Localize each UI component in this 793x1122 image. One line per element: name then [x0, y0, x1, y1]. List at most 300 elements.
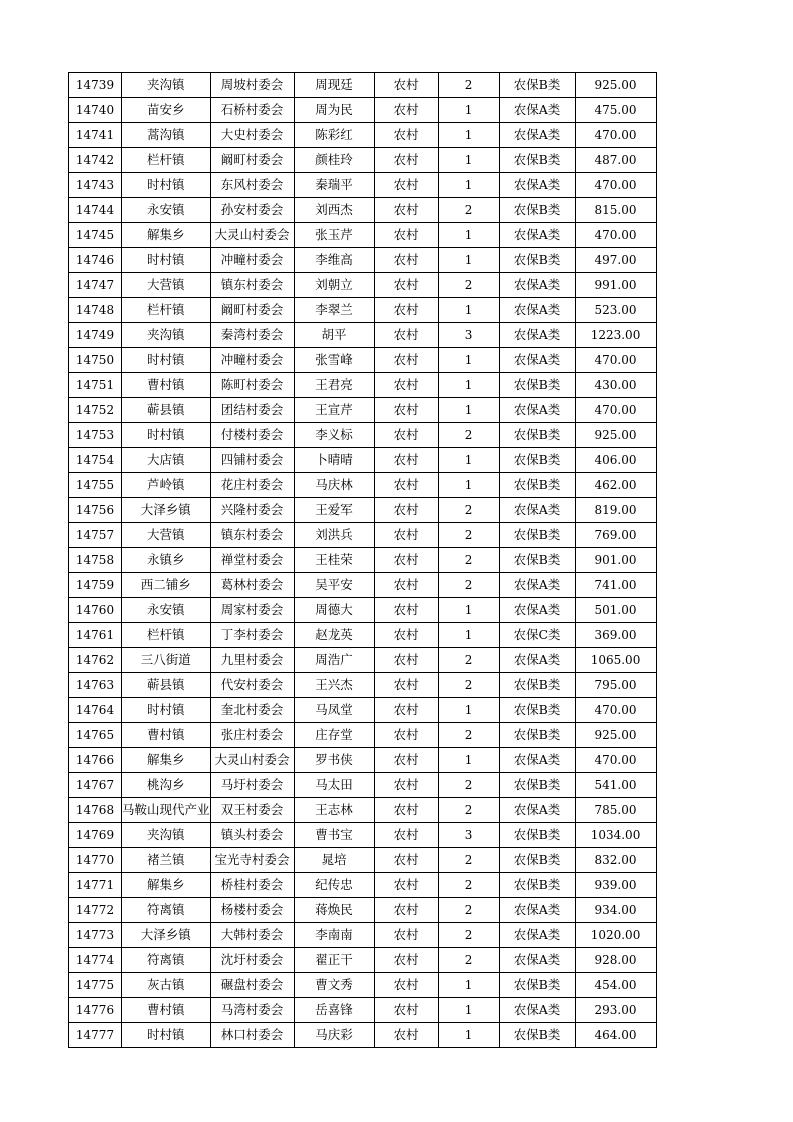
- town-cell: 马鞍山现代产业: [122, 798, 211, 823]
- amount-cell: 464.00: [575, 1023, 656, 1048]
- member-count-cell: 1: [438, 623, 499, 648]
- member-count-cell: 1: [438, 123, 499, 148]
- person-name-cell: 卜晴晴: [294, 448, 374, 473]
- person-name-cell: 刘洪兵: [294, 523, 374, 548]
- insurance-category-cell: 农保C类: [499, 623, 575, 648]
- person-name-cell: 纪传忠: [294, 873, 374, 898]
- amount-cell: 991.00: [575, 273, 656, 298]
- insurance-category-cell: 农保A类: [499, 398, 575, 423]
- table-row: [69, 748, 657, 773]
- member-count-cell: 2: [438, 548, 499, 573]
- village-committee-cell: 付楼村委会: [210, 423, 294, 448]
- table-row: [69, 123, 657, 148]
- table-row: [69, 723, 657, 748]
- member-count-cell: 2: [438, 573, 499, 598]
- area-type-cell: 农村: [374, 523, 438, 548]
- insurance-category-cell: 农保A类: [499, 173, 575, 198]
- person-name-cell: 曹书宝: [294, 823, 374, 848]
- insurance-category-cell: 农保B类: [499, 523, 575, 548]
- member-count-cell: 1: [438, 998, 499, 1023]
- record-id-cell: 14756: [69, 498, 122, 523]
- amount-cell: 454.00: [575, 973, 656, 998]
- amount-cell: 939.00: [575, 873, 656, 898]
- amount-cell: 934.00: [575, 898, 656, 923]
- person-name-cell: 吴平安: [294, 573, 374, 598]
- town-cell: 芦岭镇: [122, 473, 211, 498]
- member-count-cell: 1: [438, 348, 499, 373]
- village-committee-cell: 大史村委会: [210, 123, 294, 148]
- village-committee-cell: 镇东村委会: [210, 273, 294, 298]
- town-cell: 解集乡: [122, 748, 211, 773]
- village-committee-cell: 双王村委会: [210, 798, 294, 823]
- table-row: [69, 373, 657, 398]
- area-type-cell: 农村: [374, 873, 438, 898]
- insurance-category-cell: 农保A类: [499, 323, 575, 348]
- town-cell: 曹村镇: [122, 723, 211, 748]
- record-id-cell: 14748: [69, 298, 122, 323]
- village-committee-cell: 桥桂村委会: [210, 873, 294, 898]
- record-id-cell: 14759: [69, 573, 122, 598]
- town-cell: 时村镇: [122, 423, 211, 448]
- insurance-category-cell: 农保B类: [499, 823, 575, 848]
- area-type-cell: 农村: [374, 823, 438, 848]
- town-cell: 蒿沟镇: [122, 123, 211, 148]
- town-cell: 解集乡: [122, 873, 211, 898]
- person-name-cell: 曹文秀: [294, 973, 374, 998]
- table-row: [69, 98, 657, 123]
- town-cell: 时村镇: [122, 348, 211, 373]
- record-id-cell: 14776: [69, 998, 122, 1023]
- town-cell: 大营镇: [122, 273, 211, 298]
- town-cell: 大泽乡镇: [122, 923, 211, 948]
- area-type-cell: 农村: [374, 223, 438, 248]
- area-type-cell: 农村: [374, 898, 438, 923]
- amount-cell: 1034.00: [575, 823, 656, 848]
- amount-cell: 925.00: [575, 423, 656, 448]
- member-count-cell: 1: [438, 1023, 499, 1048]
- village-committee-cell: 花庄村委会: [210, 473, 294, 498]
- village-committee-cell: 东风村委会: [210, 173, 294, 198]
- person-name-cell: 王志林: [294, 798, 374, 823]
- insurance-category-cell: 农保A类: [499, 98, 575, 123]
- insurance-category-cell: 农保A类: [499, 223, 575, 248]
- village-committee-cell: 孙安村委会: [210, 198, 294, 223]
- record-id-cell: 14772: [69, 898, 122, 923]
- record-id-cell: 14747: [69, 273, 122, 298]
- village-committee-cell: 杨楼村委会: [210, 898, 294, 923]
- area-type-cell: 农村: [374, 198, 438, 223]
- record-id-cell: 14740: [69, 98, 122, 123]
- insurance-category-cell: 农保B类: [499, 873, 575, 898]
- table-row: [69, 323, 657, 348]
- insurance-category-cell: 农保A类: [499, 273, 575, 298]
- person-name-cell: 蒋焕民: [294, 898, 374, 923]
- area-type-cell: 农村: [374, 348, 438, 373]
- village-committee-cell: 丁李村委会: [210, 623, 294, 648]
- table-row: [69, 973, 657, 998]
- member-count-cell: 3: [438, 823, 499, 848]
- area-type-cell: 农村: [374, 248, 438, 273]
- table-row: [69, 273, 657, 298]
- person-name-cell: 周浩广: [294, 648, 374, 673]
- area-type-cell: 农村: [374, 948, 438, 973]
- table-row: [69, 348, 657, 373]
- member-count-cell: 1: [438, 248, 499, 273]
- insurance-category-cell: 农保B类: [499, 373, 575, 398]
- table-row: [69, 148, 657, 173]
- amount-cell: 523.00: [575, 298, 656, 323]
- person-name-cell: 马太田: [294, 773, 374, 798]
- insurance-category-cell: 农保B类: [499, 148, 575, 173]
- town-cell: 符离镇: [122, 898, 211, 923]
- person-name-cell: 刘朝立: [294, 273, 374, 298]
- table-row: [69, 698, 657, 723]
- amount-cell: 1065.00: [575, 648, 656, 673]
- table-row: [69, 773, 657, 798]
- record-id-cell: 14742: [69, 148, 122, 173]
- table-row: [69, 473, 657, 498]
- amount-cell: 369.00: [575, 623, 656, 648]
- town-cell: 灰古镇: [122, 973, 211, 998]
- member-count-cell: 2: [438, 923, 499, 948]
- area-type-cell: 农村: [374, 723, 438, 748]
- record-id-cell: 14758: [69, 548, 122, 573]
- area-type-cell: 农村: [374, 298, 438, 323]
- person-name-cell: 岳喜锋: [294, 998, 374, 1023]
- village-committee-cell: 马圩村委会: [210, 773, 294, 798]
- record-id-cell: 14755: [69, 473, 122, 498]
- table-row: [69, 498, 657, 523]
- town-cell: 夹沟镇: [122, 73, 211, 98]
- person-name-cell: 王宣芹: [294, 398, 374, 423]
- insurance-category-cell: 农保B类: [499, 973, 575, 998]
- table-row: [69, 523, 657, 548]
- area-type-cell: 农村: [374, 273, 438, 298]
- table-row: [69, 623, 657, 648]
- town-cell: 永安镇: [122, 598, 211, 623]
- area-type-cell: 农村: [374, 498, 438, 523]
- table-row: [69, 223, 657, 248]
- village-committee-cell: 禅堂村委会: [210, 548, 294, 573]
- amount-cell: 795.00: [575, 673, 656, 698]
- town-cell: 大店镇: [122, 448, 211, 473]
- record-id-cell: 14746: [69, 248, 122, 273]
- insurance-category-cell: 农保B类: [499, 673, 575, 698]
- amount-cell: 470.00: [575, 173, 656, 198]
- person-name-cell: 王爱军: [294, 498, 374, 523]
- town-cell: 蕲县镇: [122, 673, 211, 698]
- amount-cell: 470.00: [575, 748, 656, 773]
- town-cell: 曹村镇: [122, 373, 211, 398]
- amount-cell: 406.00: [575, 448, 656, 473]
- record-id-cell: 14754: [69, 448, 122, 473]
- amount-cell: 497.00: [575, 248, 656, 273]
- insurance-category-cell: 农保A类: [499, 348, 575, 373]
- village-committee-cell: 陈町村委会: [210, 373, 294, 398]
- area-type-cell: 农村: [374, 448, 438, 473]
- amount-cell: 1020.00: [575, 923, 656, 948]
- area-type-cell: 农村: [374, 598, 438, 623]
- record-id-cell: 14774: [69, 948, 122, 973]
- table-row: [69, 923, 657, 948]
- table-body: [69, 73, 657, 1048]
- insurance-category-cell: 农保A类: [499, 998, 575, 1023]
- table-row: [69, 573, 657, 598]
- area-type-cell: 农村: [374, 648, 438, 673]
- member-count-cell: 3: [438, 323, 499, 348]
- village-committee-cell: 大灵山村委会: [210, 748, 294, 773]
- area-type-cell: 农村: [374, 148, 438, 173]
- member-count-cell: 2: [438, 673, 499, 698]
- member-count-cell: 2: [438, 898, 499, 923]
- area-type-cell: 农村: [374, 623, 438, 648]
- village-committee-cell: 林口村委会: [210, 1023, 294, 1048]
- town-cell: 桃沟乡: [122, 773, 211, 798]
- table-row: [69, 673, 657, 698]
- record-id-cell: 14765: [69, 723, 122, 748]
- town-cell: 大泽乡镇: [122, 498, 211, 523]
- record-id-cell: 14777: [69, 1023, 122, 1048]
- amount-cell: 470.00: [575, 698, 656, 723]
- member-count-cell: 1: [438, 973, 499, 998]
- person-name-cell: 周现廷: [294, 73, 374, 98]
- person-name-cell: 庄存堂: [294, 723, 374, 748]
- area-type-cell: 农村: [374, 698, 438, 723]
- town-cell: 夹沟镇: [122, 823, 211, 848]
- member-count-cell: 2: [438, 423, 499, 448]
- area-type-cell: 农村: [374, 998, 438, 1023]
- record-id-cell: 14770: [69, 848, 122, 873]
- insurance-category-cell: 农保A类: [499, 748, 575, 773]
- insurance-category-cell: 农保A类: [499, 948, 575, 973]
- area-type-cell: 农村: [374, 423, 438, 448]
- amount-cell: 819.00: [575, 498, 656, 523]
- village-committee-cell: 大韩村委会: [210, 923, 294, 948]
- insurance-category-cell: 农保B类: [499, 248, 575, 273]
- member-count-cell: 1: [438, 448, 499, 473]
- record-id-cell: 14744: [69, 198, 122, 223]
- area-type-cell: 农村: [374, 398, 438, 423]
- member-count-cell: 2: [438, 848, 499, 873]
- amount-cell: 470.00: [575, 223, 656, 248]
- insurance-category-cell: 农保A类: [499, 923, 575, 948]
- area-type-cell: 农村: [374, 373, 438, 398]
- area-type-cell: 农村: [374, 98, 438, 123]
- village-committee-cell: 镇头村委会: [210, 823, 294, 848]
- member-count-cell: 1: [438, 473, 499, 498]
- record-id-cell: 14771: [69, 873, 122, 898]
- area-type-cell: 农村: [374, 473, 438, 498]
- insurance-category-cell: 农保A类: [499, 898, 575, 923]
- record-id-cell: 14761: [69, 623, 122, 648]
- amount-cell: 925.00: [575, 73, 656, 98]
- town-cell: 栏杆镇: [122, 148, 211, 173]
- record-id-cell: 14743: [69, 173, 122, 198]
- village-committee-cell: 镇东村委会: [210, 523, 294, 548]
- area-type-cell: 农村: [374, 798, 438, 823]
- insurance-category-cell: 农保A类: [499, 123, 575, 148]
- village-committee-cell: 张庄村委会: [210, 723, 294, 748]
- member-count-cell: 2: [438, 523, 499, 548]
- table-row: [69, 798, 657, 823]
- person-name-cell: 王桂荣: [294, 548, 374, 573]
- amount-cell: 462.00: [575, 473, 656, 498]
- record-id-cell: 14757: [69, 523, 122, 548]
- member-count-cell: 1: [438, 148, 499, 173]
- village-committee-cell: 秦湾村委会: [210, 323, 294, 348]
- member-count-cell: 1: [438, 598, 499, 623]
- insurance-category-cell: 农保B类: [499, 723, 575, 748]
- amount-cell: 470.00: [575, 348, 656, 373]
- village-committee-cell: 周家村委会: [210, 598, 294, 623]
- member-count-cell: 1: [438, 298, 499, 323]
- village-committee-cell: 阚町村委会: [210, 298, 294, 323]
- member-count-cell: 2: [438, 798, 499, 823]
- person-name-cell: 马凤堂: [294, 698, 374, 723]
- member-count-cell: 1: [438, 748, 499, 773]
- village-committee-cell: 大灵山村委会: [210, 223, 294, 248]
- town-cell: 大营镇: [122, 523, 211, 548]
- amount-cell: 928.00: [575, 948, 656, 973]
- person-name-cell: 颜桂玲: [294, 148, 374, 173]
- insurance-category-cell: 农保B类: [499, 73, 575, 98]
- area-type-cell: 农村: [374, 748, 438, 773]
- table-row: [69, 423, 657, 448]
- member-count-cell: 2: [438, 73, 499, 98]
- amount-cell: 769.00: [575, 523, 656, 548]
- member-count-cell: 2: [438, 948, 499, 973]
- amount-cell: 501.00: [575, 598, 656, 623]
- person-name-cell: 李维高: [294, 248, 374, 273]
- record-id-cell: 14760: [69, 598, 122, 623]
- record-id-cell: 14745: [69, 223, 122, 248]
- table-row: [69, 998, 657, 1023]
- record-id-cell: 14762: [69, 648, 122, 673]
- town-cell: 栏杆镇: [122, 623, 211, 648]
- amount-cell: 785.00: [575, 798, 656, 823]
- village-committee-cell: 周坡村委会: [210, 73, 294, 98]
- person-name-cell: 张雪峰: [294, 348, 374, 373]
- area-type-cell: 农村: [374, 923, 438, 948]
- table-row: [69, 873, 657, 898]
- person-name-cell: 胡平: [294, 323, 374, 348]
- insurance-category-cell: 农保A类: [499, 498, 575, 523]
- person-name-cell: 罗书侠: [294, 748, 374, 773]
- person-name-cell: 秦瑞平: [294, 173, 374, 198]
- amount-cell: 741.00: [575, 573, 656, 598]
- member-count-cell: 1: [438, 398, 499, 423]
- village-committee-cell: 马湾村委会: [210, 998, 294, 1023]
- member-count-cell: 1: [438, 223, 499, 248]
- town-cell: 西二铺乡: [122, 573, 211, 598]
- town-cell: 解集乡: [122, 223, 211, 248]
- town-cell: 永镇乡: [122, 548, 211, 573]
- amount-cell: 1223.00: [575, 323, 656, 348]
- town-cell: 符离镇: [122, 948, 211, 973]
- village-committee-cell: 奎北村委会: [210, 698, 294, 723]
- town-cell: 夹沟镇: [122, 323, 211, 348]
- data-table: [68, 72, 657, 1048]
- area-type-cell: 农村: [374, 973, 438, 998]
- record-id-cell: 14752: [69, 398, 122, 423]
- record-id-cell: 14768: [69, 798, 122, 823]
- person-name-cell: 李义标: [294, 423, 374, 448]
- town-cell: 永安镇: [122, 198, 211, 223]
- village-committee-cell: 葛林村委会: [210, 573, 294, 598]
- record-id-cell: 14773: [69, 923, 122, 948]
- amount-cell: 541.00: [575, 773, 656, 798]
- village-committee-cell: 宝光寺村委会: [210, 848, 294, 873]
- member-count-cell: 2: [438, 873, 499, 898]
- record-id-cell: 14763: [69, 673, 122, 698]
- member-count-cell: 2: [438, 198, 499, 223]
- member-count-cell: 1: [438, 698, 499, 723]
- area-type-cell: 农村: [374, 173, 438, 198]
- member-count-cell: 2: [438, 498, 499, 523]
- amount-cell: 293.00: [575, 998, 656, 1023]
- table-row: [69, 398, 657, 423]
- village-committee-cell: 沈圩村委会: [210, 948, 294, 973]
- table-row: [69, 298, 657, 323]
- record-id-cell: 14741: [69, 123, 122, 148]
- table-row: [69, 448, 657, 473]
- area-type-cell: 农村: [374, 323, 438, 348]
- amount-cell: 470.00: [575, 398, 656, 423]
- member-count-cell: 1: [438, 173, 499, 198]
- town-cell: 时村镇: [122, 1023, 211, 1048]
- village-committee-cell: 冲疃村委会: [210, 348, 294, 373]
- insurance-category-cell: 农保A类: [499, 598, 575, 623]
- table-row: [69, 248, 657, 273]
- amount-cell: 925.00: [575, 723, 656, 748]
- person-name-cell: 赵龙英: [294, 623, 374, 648]
- area-type-cell: 农村: [374, 73, 438, 98]
- person-name-cell: 马庆彩: [294, 1023, 374, 1048]
- member-count-cell: 2: [438, 648, 499, 673]
- record-id-cell: 14739: [69, 73, 122, 98]
- table-row: [69, 73, 657, 98]
- person-name-cell: 张玉芹: [294, 223, 374, 248]
- area-type-cell: 农村: [374, 848, 438, 873]
- record-id-cell: 14769: [69, 823, 122, 848]
- table-row: [69, 548, 657, 573]
- town-cell: 蕲县镇: [122, 398, 211, 423]
- member-count-cell: 1: [438, 373, 499, 398]
- record-id-cell: 14751: [69, 373, 122, 398]
- insurance-category-cell: 农保A类: [499, 298, 575, 323]
- person-name-cell: 王兴杰: [294, 673, 374, 698]
- amount-cell: 901.00: [575, 548, 656, 573]
- person-name-cell: 李南南: [294, 923, 374, 948]
- person-name-cell: 刘西杰: [294, 198, 374, 223]
- area-type-cell: 农村: [374, 1023, 438, 1048]
- amount-cell: 475.00: [575, 98, 656, 123]
- amount-cell: 470.00: [575, 123, 656, 148]
- amount-cell: 815.00: [575, 198, 656, 223]
- insurance-category-cell: 农保A类: [499, 798, 575, 823]
- insurance-category-cell: 农保B类: [499, 1023, 575, 1048]
- town-cell: 苗安乡: [122, 98, 211, 123]
- person-name-cell: 翟正干: [294, 948, 374, 973]
- record-id-cell: 14753: [69, 423, 122, 448]
- town-cell: 时村镇: [122, 248, 211, 273]
- table-row: [69, 1023, 657, 1048]
- member-count-cell: 2: [438, 773, 499, 798]
- table-row: [69, 848, 657, 873]
- person-name-cell: 马庆林: [294, 473, 374, 498]
- record-id-cell: 14775: [69, 973, 122, 998]
- town-cell: 褚兰镇: [122, 848, 211, 873]
